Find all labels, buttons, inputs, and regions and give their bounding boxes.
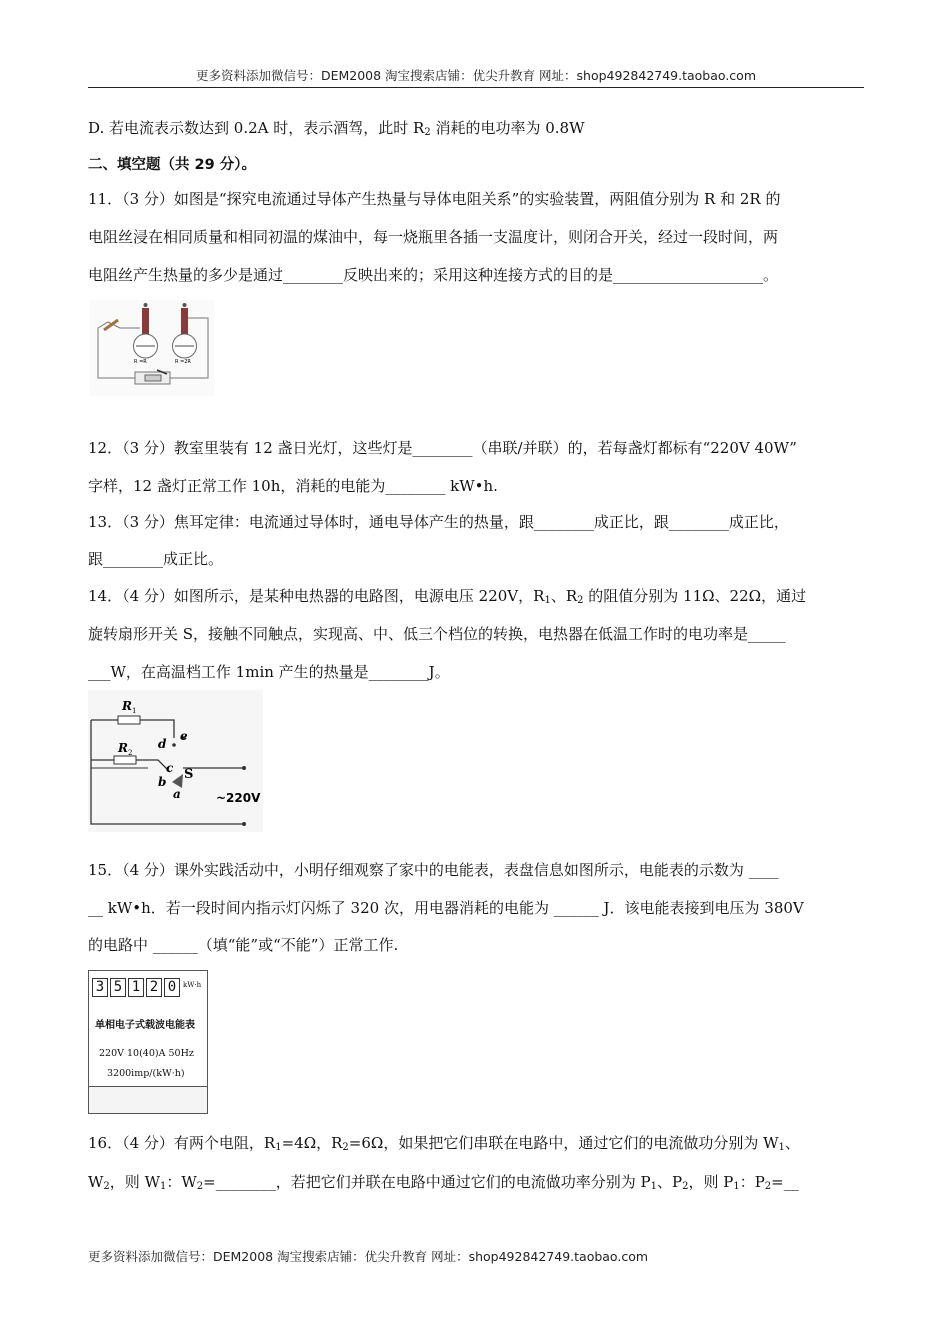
meter-unit: kW·h xyxy=(183,981,202,989)
q14-label-r2-sub: 2 xyxy=(128,749,133,757)
q14-label-r1: R xyxy=(122,699,132,713)
q11-label-2r: R =2R xyxy=(175,359,191,365)
meter-bottom-panel xyxy=(89,1086,207,1113)
q14-label-e: e xyxy=(180,729,188,743)
q16-line-2: $W_2$，则 $W_1$：$W_2=\_\_\_\_\_\_\_\_$，若把它们并联在电路中通过它们的电流做功率分别为 $P_1$、$P_2$，则 $P_1$：$P_2=\_\_$ xyxy=(88,1173,799,1192)
q11-line-1: 11．（3 分）如图是“探究电流通过导体产生热量与导体电阻关系”的实验装置，两阻值分别为 R 和 2R 的 xyxy=(88,190,781,208)
q14-line-3: ___W，在高温档工作 1min 产生的热量是________J。 xyxy=(88,663,450,681)
meter-title: 单相电子式载波电能表 xyxy=(95,1020,195,1031)
q14-label-r2: R xyxy=(118,741,128,755)
meter-digits xyxy=(92,978,201,997)
q14-label-c: c xyxy=(166,761,174,775)
q15-line-1: 15．（4 分）课外实践活动中，小明仔细观察了家中的电能表，表盘信息如图所示，电能表的示数为 ____ xyxy=(88,861,779,879)
header-rule xyxy=(88,87,864,88)
q14-line-2: 旋转扇形开关 S，接触不同触点，实现高、中、低三个档位的转换，电热器在低温工作时的电功率是_____ xyxy=(88,625,786,643)
q14-label-a: a xyxy=(173,787,181,801)
q12-line-1: 12．（3 分）教室里装有 12 盏日光灯，这些灯是________（串联/并联）的，若每盏灯都标有“220V 40W” xyxy=(88,439,797,457)
q14-line-1: 14．（4 分）如图所示，是某种电热器的电路图，电源电压 220V，$R_1$、$R_2$ 的阻值分别为 11Ω、22Ω，通过 xyxy=(88,587,807,606)
q10-option-d: D. 若电流表示数达到 0.2A 时，表示酒驾，此时 $R_2$ 消耗的电功率为 0.8W xyxy=(88,119,585,138)
meter-spec: 220V 10(40)A 50Hz xyxy=(99,1048,194,1059)
q13-line-2: 跟________成正比。 xyxy=(88,550,224,568)
q13-line-1: 13．（3 分）焦耳定律：电流通过导体时，通电导体产生的热量，跟________成正比，跟________成正比， xyxy=(88,513,789,531)
q11-label-r: R =R xyxy=(134,359,147,365)
q14-label-b: b xyxy=(158,775,167,789)
q11-apparatus-figure xyxy=(90,300,215,396)
q14-circuit-figure xyxy=(88,690,263,832)
meter-digit: 0 xyxy=(164,978,180,997)
q14-label-voltage: ~220V xyxy=(216,791,261,805)
page-header: 更多资料添加微信号：DEM2008 淘宝搜索店铺：优尖升教育 网址：shop492842749.taobao.com xyxy=(195,68,757,83)
q14-label-s: S xyxy=(184,767,194,782)
q16-line-1: 16．（4 分）有两个电阻，$R_1=4\Omega$，$R_2=6\Omega$，如果把它们串联在电路中，通过它们的电流做功分别为 $W_1$、 xyxy=(88,1134,800,1153)
q15-line-2: __ kW•h．若一段时间内指示灯闪烁了 320 次，用电器消耗的电能为 ______ J．该电能表接到电压为 380V xyxy=(88,899,804,917)
meter-digit: 2 xyxy=(146,978,162,997)
electric-meter-figure xyxy=(88,970,208,1114)
meter-imp: 3200imp/(kW·h) xyxy=(107,1068,185,1079)
q11-line-3: 电阻丝产生热量的多少是通过________反映出来的；采用这种连接方式的目的是____________________。 xyxy=(88,266,779,284)
q15-line-3: 的电路中 ______（填“能”或“不能”）正常工作. xyxy=(88,936,399,954)
meter-digit: 1 xyxy=(128,978,144,997)
meter-digit: 5 xyxy=(110,978,126,997)
q12-line-2: 字样，12 盏灯正常工作 10h，消耗的电能为________ kW•h. xyxy=(88,477,498,495)
page-footer: 更多资料添加微信号：DEM2008 淘宝搜索店铺：优尖升教育 网址：shop492842749.taobao.com xyxy=(88,1249,649,1264)
section-title: 二、填空题（共 29 分）。 xyxy=(88,157,257,173)
meter-digit: 3 xyxy=(92,978,108,997)
q14-label-d: d xyxy=(158,737,167,751)
q11-line-2: 电阻丝浸在相同质量和相同初温的煤油中，每一烧瓶里各插一支温度计，则闭合开关，经过一段时间，两 xyxy=(88,228,779,246)
q14-label-r1-sub: 1 xyxy=(132,707,137,715)
